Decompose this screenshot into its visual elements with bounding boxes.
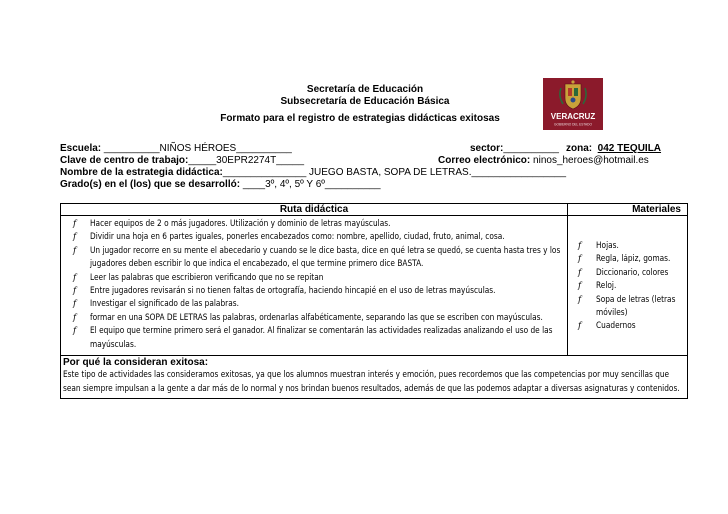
header-line-secretaria: Secretaría de Educación <box>306 84 424 95</box>
strategy-table <box>60 203 688 399</box>
material-item <box>576 267 683 280</box>
zona-label: zona: <box>566 143 593 154</box>
bullet-icon: f <box>578 321 582 332</box>
bullet-icon: f <box>73 312 77 323</box>
step-text: Dividir una hoja en 6 partes iguales, ponerles encabezados como: nombre, apellido, ciudad, fruto, animal, cosa. <box>90 232 505 243</box>
step-item <box>65 325 563 352</box>
estrategia-label: Nombre de la estrategia didáctica: <box>60 167 223 178</box>
escuela-label: Escuela: <box>60 143 102 154</box>
school-info <box>60 143 690 191</box>
material-text: Diccionario, colores <box>596 267 669 278</box>
why-title: Por qué la consideran exitosa: <box>63 357 209 369</box>
step-text: Entre jugadores revisarán si no tienen faltas de ortografía, haciendo hincapié en el uso de letras mayúsculas. <box>90 286 496 297</box>
info-row-estrategia <box>60 167 690 179</box>
bullet-icon: f <box>73 245 77 256</box>
logo-subtext: GOBIERNO DEL ESTADO <box>554 122 592 127</box>
step-text: Un jugador recorre en su mente el abecedario y cuando se le dice basta, dice en qué letra se quedó, se cuenta hasta tres y los jugadores deben escribir lo que indica el encabezado, el que termine primero dice BASTA. <box>90 245 561 270</box>
bullet-icon: f <box>578 294 582 305</box>
table-content-row <box>61 216 688 356</box>
estrategia-value: _______________ JUEGO BASTA, SOPA DE LETRAS._________________ <box>222 167 567 178</box>
step-item <box>65 218 563 231</box>
step-item <box>65 272 563 285</box>
zona-value: 042 TEQUILA <box>597 143 662 154</box>
logo-text: VERACRUZ <box>550 112 596 121</box>
sector-field <box>470 143 559 155</box>
materiales-header: Materiales <box>568 204 688 216</box>
grados-label: Grado(s) en el (los) que se desarrolló: <box>60 179 241 190</box>
step-item <box>65 231 563 244</box>
material-item <box>576 253 683 266</box>
material-text: Cuadernos <box>596 321 636 332</box>
bullet-icon: f <box>73 299 77 310</box>
material-item <box>576 240 683 253</box>
table-why-row <box>61 356 688 399</box>
material-text: Regla, lápiz, gomas. <box>596 254 671 265</box>
material-item <box>576 320 683 333</box>
veracruz-logo <box>543 78 603 130</box>
clave-label: Clave de centro de trabajo: <box>60 155 189 166</box>
why-text: Este tipo de actividades las consideramos exitosas, ya que los alumnos muestran interés y emoción, pues recordemos que las competencias por muy sencillas que sean siempre impulsan a la gente a dar más de lo normal y nos brindan buenos resultados, además de que las podemos adaptar a diversas asignaturas y contenidos. <box>63 370 680 394</box>
table-header-row <box>61 204 688 216</box>
step-text: Investigar el significado de las palabras. <box>90 299 239 310</box>
why-cell <box>61 356 688 399</box>
header-line-formato: Formato para el registro de estrategias didácticas exitosas <box>220 113 500 124</box>
step-item <box>65 245 563 272</box>
correo-field <box>438 155 649 167</box>
steps-list <box>65 218 563 352</box>
bullet-icon: f <box>73 286 77 297</box>
bullet-icon: f <box>578 254 582 265</box>
escuela-value: __________NIÑOS HÉROES__________ <box>103 143 292 154</box>
zona-field <box>566 143 661 155</box>
info-row-clave <box>60 155 690 167</box>
material-text: Hojas. <box>596 241 619 251</box>
step-text: Hacer equipos de 2 o más jugadores. Utilización y dominio de letras mayúsculas. <box>90 219 391 229</box>
material-item <box>576 294 683 321</box>
bullet-icon: f <box>73 272 77 283</box>
clave-value: _____30EPR2274T_____ <box>188 155 305 166</box>
step-item <box>65 312 563 325</box>
bullet-icon: f <box>73 219 77 229</box>
sector-value: __________ <box>503 143 559 154</box>
sector-label: sector: <box>470 143 504 154</box>
step-item <box>65 285 563 298</box>
bullet-icon: f <box>578 267 582 278</box>
info-row-escuela <box>60 143 690 155</box>
materials-list <box>576 240 683 334</box>
info-row-grados <box>60 179 690 191</box>
bullet-icon: f <box>73 232 77 243</box>
bullet-icon: f <box>578 281 582 292</box>
step-text: Leer las palabras que escribieron verificando que no se repitan <box>90 272 324 283</box>
material-text: Reloj. <box>596 281 617 292</box>
grados-value: ____3º, 4º, 5º Y 6º__________ <box>242 179 381 190</box>
step-text: El equipo que termine primero será el ganador. Al finalizar se comentarán las actividades realizadas analizando el uso de las mayúsculas. <box>90 326 553 350</box>
step-item <box>65 298 563 311</box>
bullet-icon: f <box>73 326 77 337</box>
correo-value: ninos_heroes@hotmail.es <box>533 155 649 166</box>
steps-cell <box>61 216 568 356</box>
bullet-icon: f <box>578 241 582 251</box>
correo-label: Correo electrónico: <box>438 155 531 166</box>
header-line-subsecretaria: Subsecretaría de Educación Básica <box>280 96 450 107</box>
step-text: formar en una SOPA DE LETRAS las palabras, ordenarlas alfabéticamente, separando las que se escriben con mayúsculas. <box>90 312 543 323</box>
material-item <box>576 280 683 293</box>
material-text: Sopa de letras (letras móviles) <box>596 294 676 319</box>
ruta-header: Ruta didáctica <box>61 204 568 216</box>
